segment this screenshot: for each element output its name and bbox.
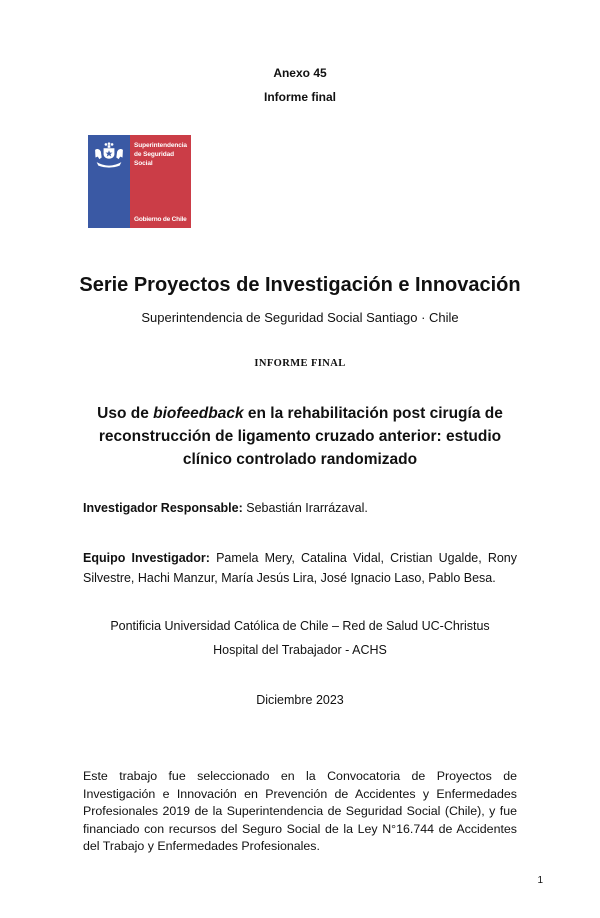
report-type-heading: INFORME FINAL bbox=[254, 358, 346, 369]
study-title-line-1: Uso de biofeedback en la rehabilitación post cirugía de bbox=[97, 405, 503, 422]
institution-logo bbox=[88, 135, 191, 228]
affiliation-university: Pontificia Universidad Católica de Chile – Red de Salud UC-Christus bbox=[110, 619, 490, 633]
publication-date: Diciembre 2023 bbox=[256, 693, 344, 707]
study-title bbox=[0, 402, 600, 471]
series-subtitle: Superintendencia de Seguridad Social Santiago · Chile bbox=[141, 310, 459, 325]
funding-note: Este trabajo fue seleccionado en la Convocatoria de Proyectos de Investigación e Innovación en Prevención de Accidentes y Enfermedades Profesionales 2019 de la Superintendencia de Seguridad Social (Chile), y fue financiado con recursos del Seguro Social de la Ley N°16.744 de Accidentes del Trabajo y Enfermedades Profesionales. bbox=[83, 769, 517, 854]
research-team-paragraph bbox=[83, 549, 517, 588]
report-final-label: Informe final bbox=[263, 90, 336, 104]
annex-label: Anexo 45 bbox=[273, 66, 327, 80]
research-team-label: Equipo Investigador: bbox=[83, 551, 210, 565]
research-team-members: Pamela Mery, Catalina Vidal, Cristian Ugalde, Rony Silvestre, Hachi Manzur, María Jesús Lira, José Ignacio Laso, Pablo Besa. bbox=[83, 551, 517, 585]
series-title: Serie Proyectos de Investigación e Innovación bbox=[79, 274, 521, 296]
logo-blue-panel bbox=[88, 135, 130, 228]
logo-institution-name: Superintendencia de Seguridad Social bbox=[134, 142, 187, 167]
principal-investigator-line bbox=[83, 501, 517, 515]
chile-coat-of-arms-icon bbox=[92, 141, 126, 176]
principal-investigator-name: Sebastián Irarrázaval. bbox=[242, 501, 368, 515]
logo-red-panel bbox=[130, 135, 191, 228]
study-title-line-3: clínico controlado randomizado bbox=[182, 451, 418, 468]
affiliation-hospital: Hospital del Trabajador - ACHS bbox=[213, 643, 387, 657]
study-title-italic-term: biofeedback bbox=[153, 405, 244, 422]
logo-government-label: Gobierno de Chile bbox=[134, 216, 187, 223]
study-title-line-2: reconstrucción de ligamento cruzado anterior: estudio bbox=[98, 428, 502, 445]
page-number: 1 bbox=[537, 875, 543, 886]
principal-investigator-label: Investigador Responsable: bbox=[83, 501, 243, 515]
